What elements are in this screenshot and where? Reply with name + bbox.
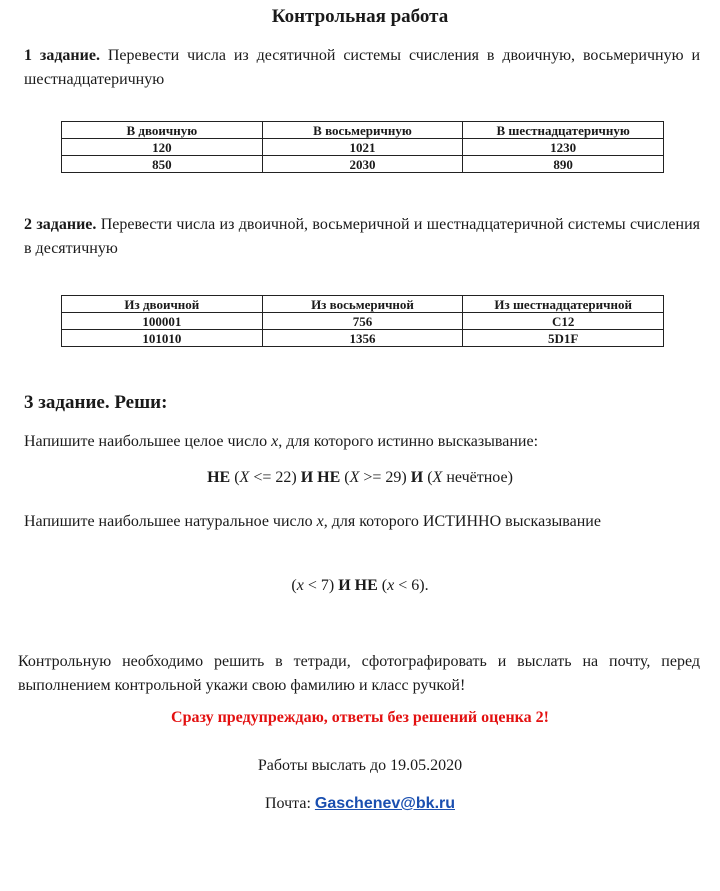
task2-table xyxy=(61,295,664,347)
q1-text-start: Напишите наибольшее целое число xyxy=(24,433,272,450)
expr1-part: ( xyxy=(230,469,240,486)
table-header-cell: В шестнадцатеричную xyxy=(463,122,664,139)
expr2-part: ( xyxy=(291,577,297,594)
task2-text: Перевести числа из двоичной, восьмеричной и шестнадцатеричной системы счисления в десятичную xyxy=(24,216,701,257)
table-cell: 120 xyxy=(62,139,263,156)
task3-question1 xyxy=(24,430,700,454)
table-cell: 1230 xyxy=(463,139,664,156)
table-header-row xyxy=(62,122,664,139)
table-header-cell: Из двоичной xyxy=(62,296,263,313)
deadline-text: Работы выслать до 19.05.2020 xyxy=(257,757,463,774)
task1-table xyxy=(61,121,664,173)
table-row xyxy=(62,330,664,347)
table-cell: C12 xyxy=(463,313,664,330)
table-cell: 5D1F xyxy=(463,330,664,347)
table-cell: 101010 xyxy=(62,330,263,347)
q2-text-start: Напишите наибольшее натуральное число xyxy=(24,513,317,530)
task1-text: Перевести числа из десятичной системы счисления в двоичную, восьмеричную и шестнадцатеричную xyxy=(24,47,701,88)
q1-text-end: , для которого истинно высказывание: xyxy=(278,433,539,450)
expr1-not: НЕ xyxy=(207,469,231,486)
table-cell: 100001 xyxy=(62,313,263,330)
table-row xyxy=(62,139,664,156)
task3-expression1 xyxy=(0,469,720,487)
submission-note: Контрольную необходимо решить в тетради, сфотографировать и выслать на почту, перед выполнением контрольной укажи свою фамилию и класс ручкой! xyxy=(18,653,700,694)
expr2-part: ( xyxy=(377,577,388,594)
table-header-cell: Из шестнадцатеричной xyxy=(463,296,664,313)
q2-variable: x xyxy=(316,513,324,530)
warning-text: Сразу предупреждаю, ответы без решений оценка 2! xyxy=(171,709,549,726)
task1-heading: 1 задание. xyxy=(24,47,100,64)
task3-expression2 xyxy=(0,577,720,595)
expr1-part: >= 29) xyxy=(359,469,411,486)
task1-description xyxy=(24,44,700,92)
expr2-and-not: И НЕ xyxy=(338,577,378,594)
q1-variable: x xyxy=(271,433,279,450)
expr1-part: ( xyxy=(423,469,433,486)
table-row xyxy=(62,313,664,330)
expr2-part: < 6). xyxy=(394,577,429,594)
expr2-part: < 7) xyxy=(303,577,339,594)
table-row xyxy=(62,156,664,173)
mail-line xyxy=(0,795,720,813)
expr2-variable: x xyxy=(296,577,304,594)
table-cell: 756 xyxy=(262,313,463,330)
expr1-variable: X xyxy=(432,469,443,486)
table-cell: 2030 xyxy=(262,156,463,173)
task2-description xyxy=(24,213,700,261)
table-cell: 890 xyxy=(463,156,664,173)
task3-title: 3 задание. Реши: xyxy=(24,392,168,413)
expr1-and: И xyxy=(410,469,424,486)
table-header-row xyxy=(62,296,664,313)
table-header-cell: В восьмеричную xyxy=(262,122,463,139)
task3-question2 xyxy=(24,510,700,534)
q2-text-end: , для которого ИСТИННО высказывание xyxy=(323,513,601,530)
email-link[interactable]: Gaschenev@bk.ru xyxy=(314,795,456,812)
expr1-part: <= 22) xyxy=(249,469,301,486)
page-title: Контрольная работа xyxy=(271,6,449,27)
expr1-part: ( xyxy=(340,469,350,486)
task2-heading: 2 задание. xyxy=(24,216,97,233)
mail-label: Почта: xyxy=(264,795,315,812)
expr2-variable: x xyxy=(387,577,395,594)
expr1-variable: X xyxy=(349,469,360,486)
expr1-part: нечётное) xyxy=(442,469,513,486)
table-header-cell: Из восьмеричной xyxy=(262,296,463,313)
table-cell: 1356 xyxy=(262,330,463,347)
expr1-and-not: И НЕ xyxy=(300,469,341,486)
table-header-cell: В двоичную xyxy=(62,122,263,139)
expr1-variable: X xyxy=(239,469,250,486)
table-cell: 1021 xyxy=(262,139,463,156)
table-cell: 850 xyxy=(62,156,263,173)
